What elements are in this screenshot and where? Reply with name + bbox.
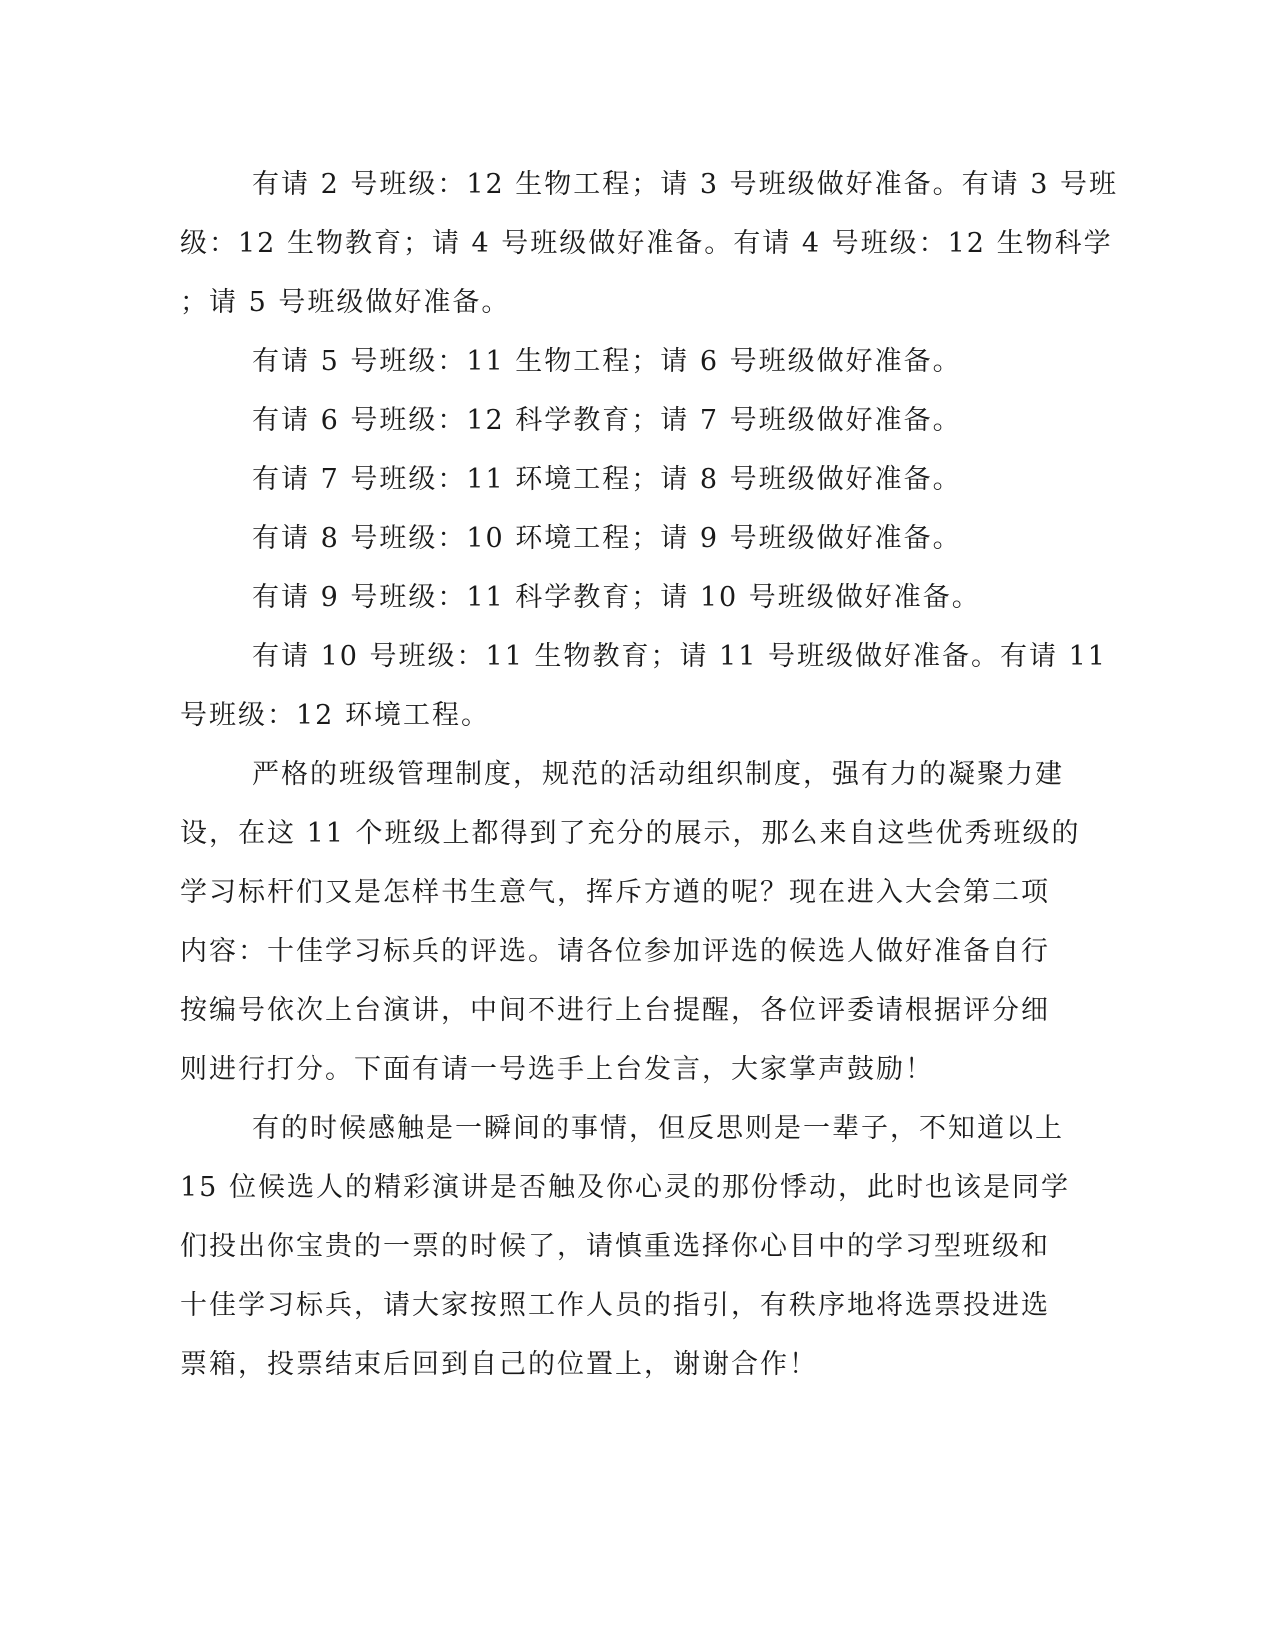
text-line: 有请 9 号班级：11 科学教育；请 10 号班级做好准备。 [252, 582, 981, 613]
text-line: 按编号依次上台演讲，中间不进行上台提醒，各位评委请根据评分细 [180, 995, 1050, 1026]
paragraph-class-5 [180, 332, 1030, 391]
paragraph-class-10-11 [180, 627, 1107, 745]
paragraph-class-8 [180, 509, 1030, 568]
text-line: 有请 5 号班级：11 生物工程；请 6 号班级做好准备。 [252, 346, 962, 377]
text-line: 有请 8 号班级：10 环境工程；请 9 号班级做好准备。 [252, 523, 962, 554]
text-line: 有请 10 号班级：11 生物教育；请 11 号班级做好准备。有请 11 [252, 641, 1107, 672]
text-line: 十佳学习标兵，请大家按照工作人员的指引，有秩序地将选票投进选 [180, 1290, 1050, 1321]
text-line: 号班级：12 环境工程。 [180, 700, 490, 731]
paragraph-study-model-selection [180, 745, 1081, 1099]
paragraph-class-2-to-4 [180, 155, 1118, 332]
text-line: 严格的班级管理制度，规范的活动组织制度，强有力的凝聚力建 [252, 759, 1064, 790]
text-line: 设，在这 11 个班级上都得到了充分的展示，那么来自这些优秀班级的 [180, 818, 1081, 849]
paragraph-voting [180, 1099, 1070, 1394]
text-line: 有请 7 号班级：11 环境工程；请 8 号班级做好准备。 [252, 464, 962, 495]
text-line: ；请 5 号班级做好准备。 [180, 287, 511, 318]
text-line: 内容：十佳学习标兵的评选。请各位参加评选的候选人做好准备自行 [180, 936, 1050, 967]
text-line: 则进行打分。下面有请一号选手上台发言，大家掌声鼓励！ [180, 1054, 934, 1085]
text-line: 级：12 生物教育；请 4 号班级做好准备。有请 4 号班级：12 生物科学 [180, 228, 1113, 259]
text-line: 有请 6 号班级：12 科学教育；请 7 号班级做好准备。 [252, 405, 962, 436]
text-line: 票箱，投票结束后回到自己的位置上，谢谢合作！ [180, 1349, 818, 1380]
text-line: 有的时候感触是一瞬间的事情，但反思则是一辈子，不知道以上 [252, 1113, 1064, 1144]
paragraph-class-9 [180, 568, 1030, 627]
text-line: 有请 2 号班级：12 生物工程；请 3 号班级做好准备。有请 3 号班 [252, 169, 1118, 200]
text-line: 们投出你宝贵的一票的时候了，请慎重选择你心目中的学习型班级和 [180, 1231, 1050, 1262]
document-body [180, 155, 1118, 1394]
text-line: 学习标杆们又是怎样书生意气，挥斥方遒的呢？现在进入大会第二项 [180, 877, 1050, 908]
text-line: 15 位候选人的精彩演讲是否触及你心灵的那份悸动，此时也该是同学 [180, 1172, 1070, 1203]
paragraph-class-7 [180, 450, 1030, 509]
paragraph-class-6 [180, 391, 1030, 450]
